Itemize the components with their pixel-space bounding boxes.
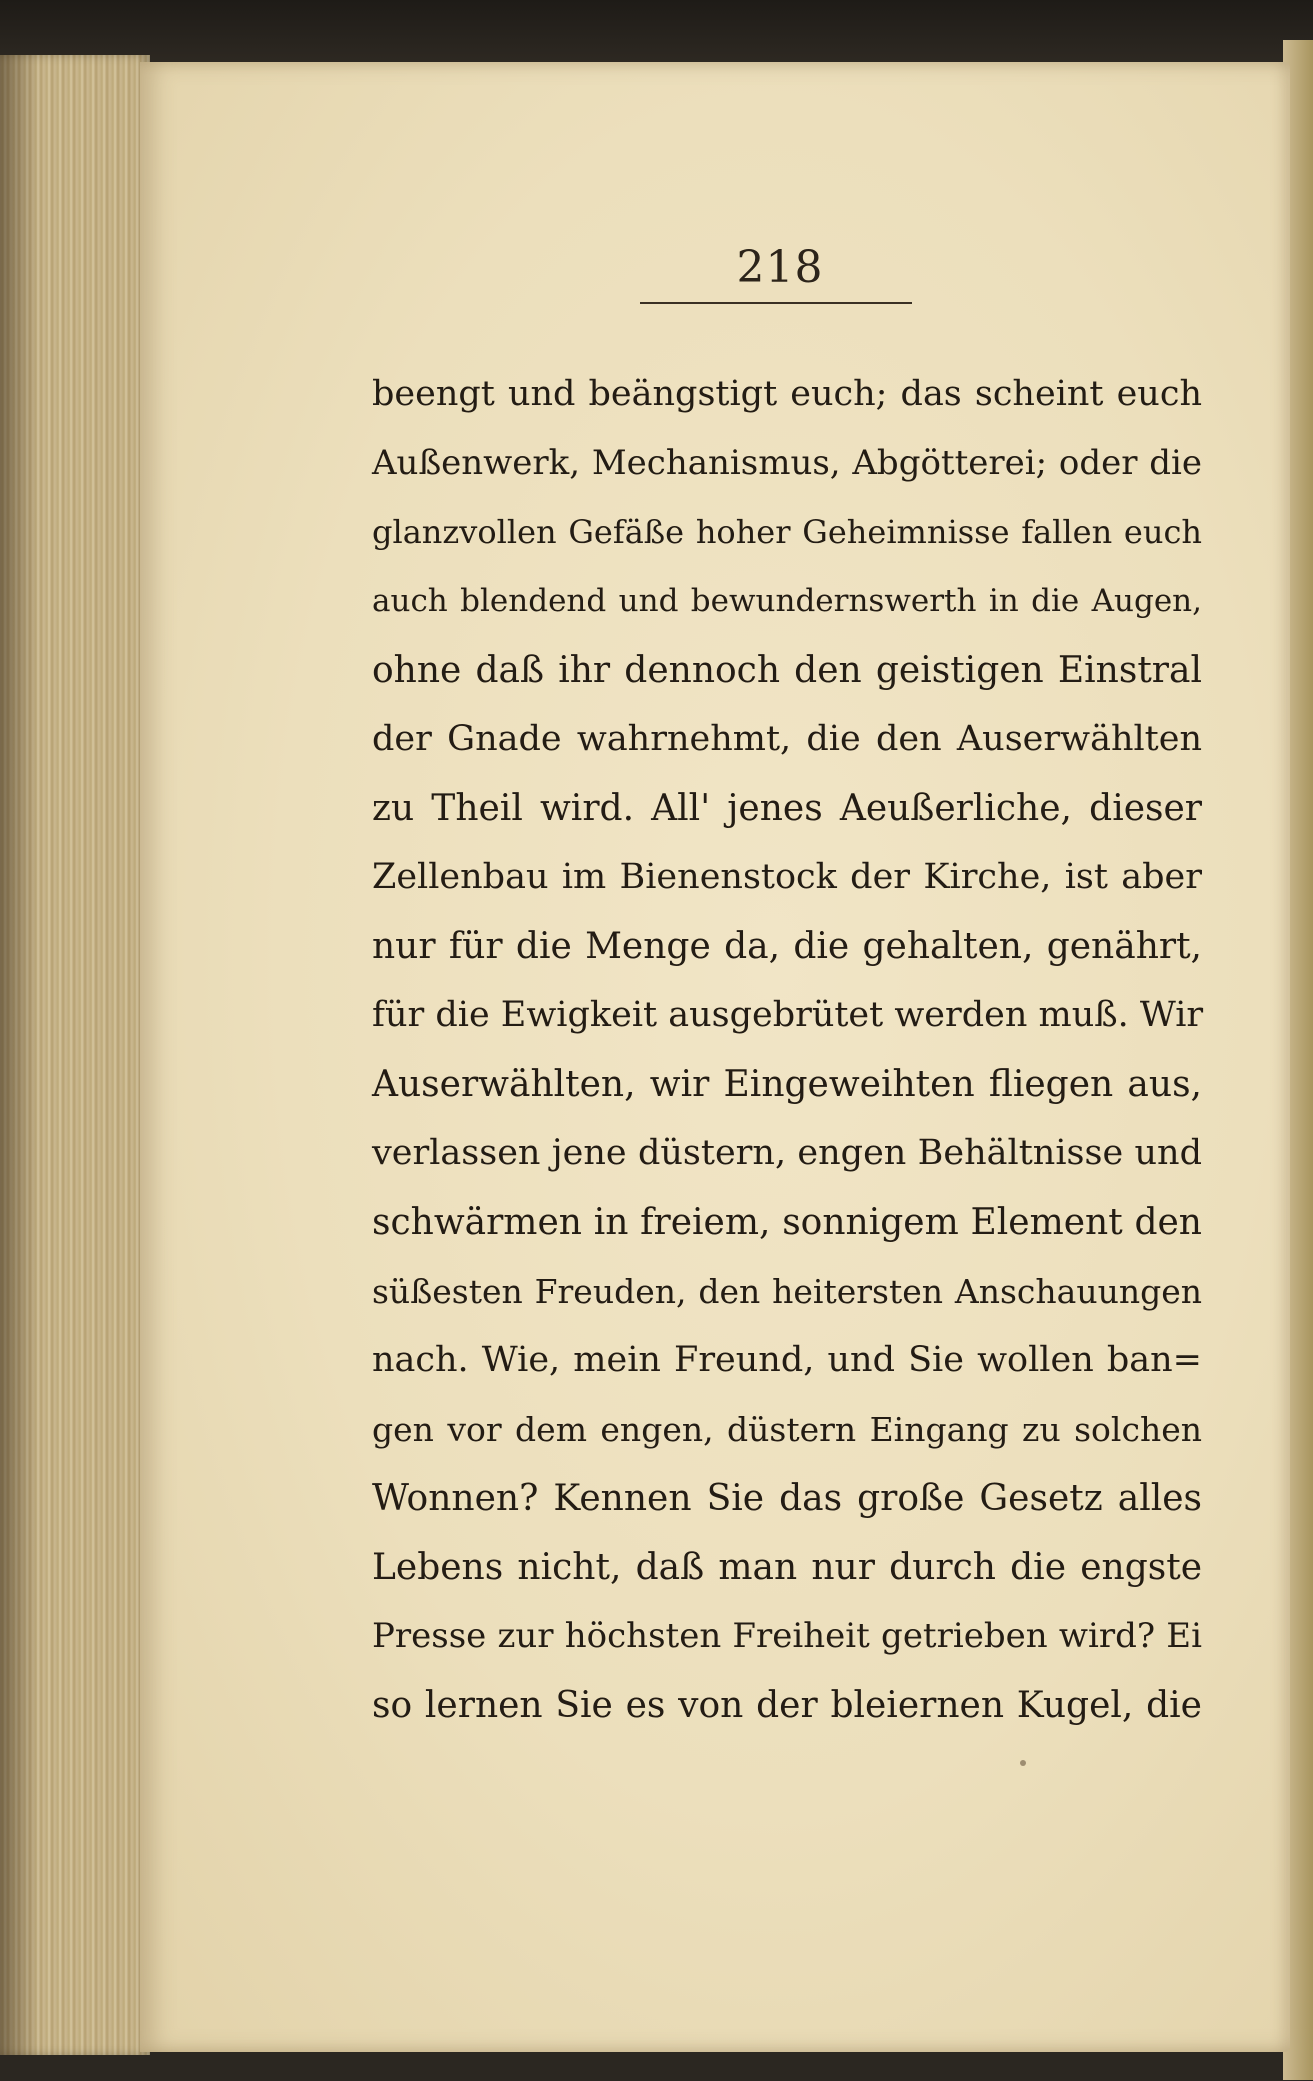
- text-line: für die Ewigkeit ausgebrütet werden muß. Wir: [372, 995, 1204, 1035]
- text-line: schwärmen in freiem, sonnigem Element den: [372, 1202, 1202, 1243]
- text-line: Presse zur höchsten Freiheit getrieben wird? Ei: [372, 1616, 1202, 1656]
- text-line: nur für die Menge da, die gehalten, genährt,: [372, 926, 1202, 967]
- text-line: Auserwählten, wir Eingeweihten fliegen aus,: [372, 1064, 1202, 1105]
- text-line: verlassen jene düstern, engen Behältnisse und: [372, 1133, 1202, 1173]
- text-line: glanzvollen Gefäße hoher Geheimnisse fallen euch: [372, 513, 1202, 551]
- text-line: auch blendend und bewundernswerth in die Augen,: [372, 583, 1202, 619]
- page-number: 218: [736, 242, 824, 293]
- text-line: süßesten Freuden, den heitersten Anschauungen: [372, 1272, 1202, 1311]
- paper-spot: [1020, 1760, 1026, 1766]
- text-line: der Gnade wahrnehmt, die den Auserwählten: [372, 719, 1202, 759]
- text-line: Wonnen? Kennen Sie das große Gesetz alles: [372, 1478, 1202, 1519]
- text-line: Außenwerk, Mechanismus, Abgötterei; oder die: [372, 443, 1202, 483]
- text-line: beengt und beängstigt euch; das scheint euch: [372, 374, 1202, 414]
- text-line: so lernen Sie es von der bleiernen Kugel, die: [372, 1685, 1202, 1726]
- header-rule: [640, 302, 912, 304]
- text-line: ohne daß ihr dennoch den geistigen Einstral: [372, 650, 1202, 691]
- text-line: gen vor dem engen, düstern Eingang zu solchen: [372, 1410, 1202, 1449]
- book-binding: [0, 0, 1313, 70]
- text-line: zu Theil wird. All' jenes Aeußerliche, dieser: [372, 788, 1202, 829]
- text-line: Lebens nicht, daß man nur durch die engste: [372, 1547, 1202, 1588]
- body-text: [372, 360, 1212, 1740]
- page-edges-shadow: [0, 55, 40, 2055]
- text-line: Zellenbau im Bienenstock der Kirche, ist aber: [372, 857, 1202, 897]
- text-line: nach. Wie, mein Freund, und Sie wollen ban=: [372, 1340, 1202, 1380]
